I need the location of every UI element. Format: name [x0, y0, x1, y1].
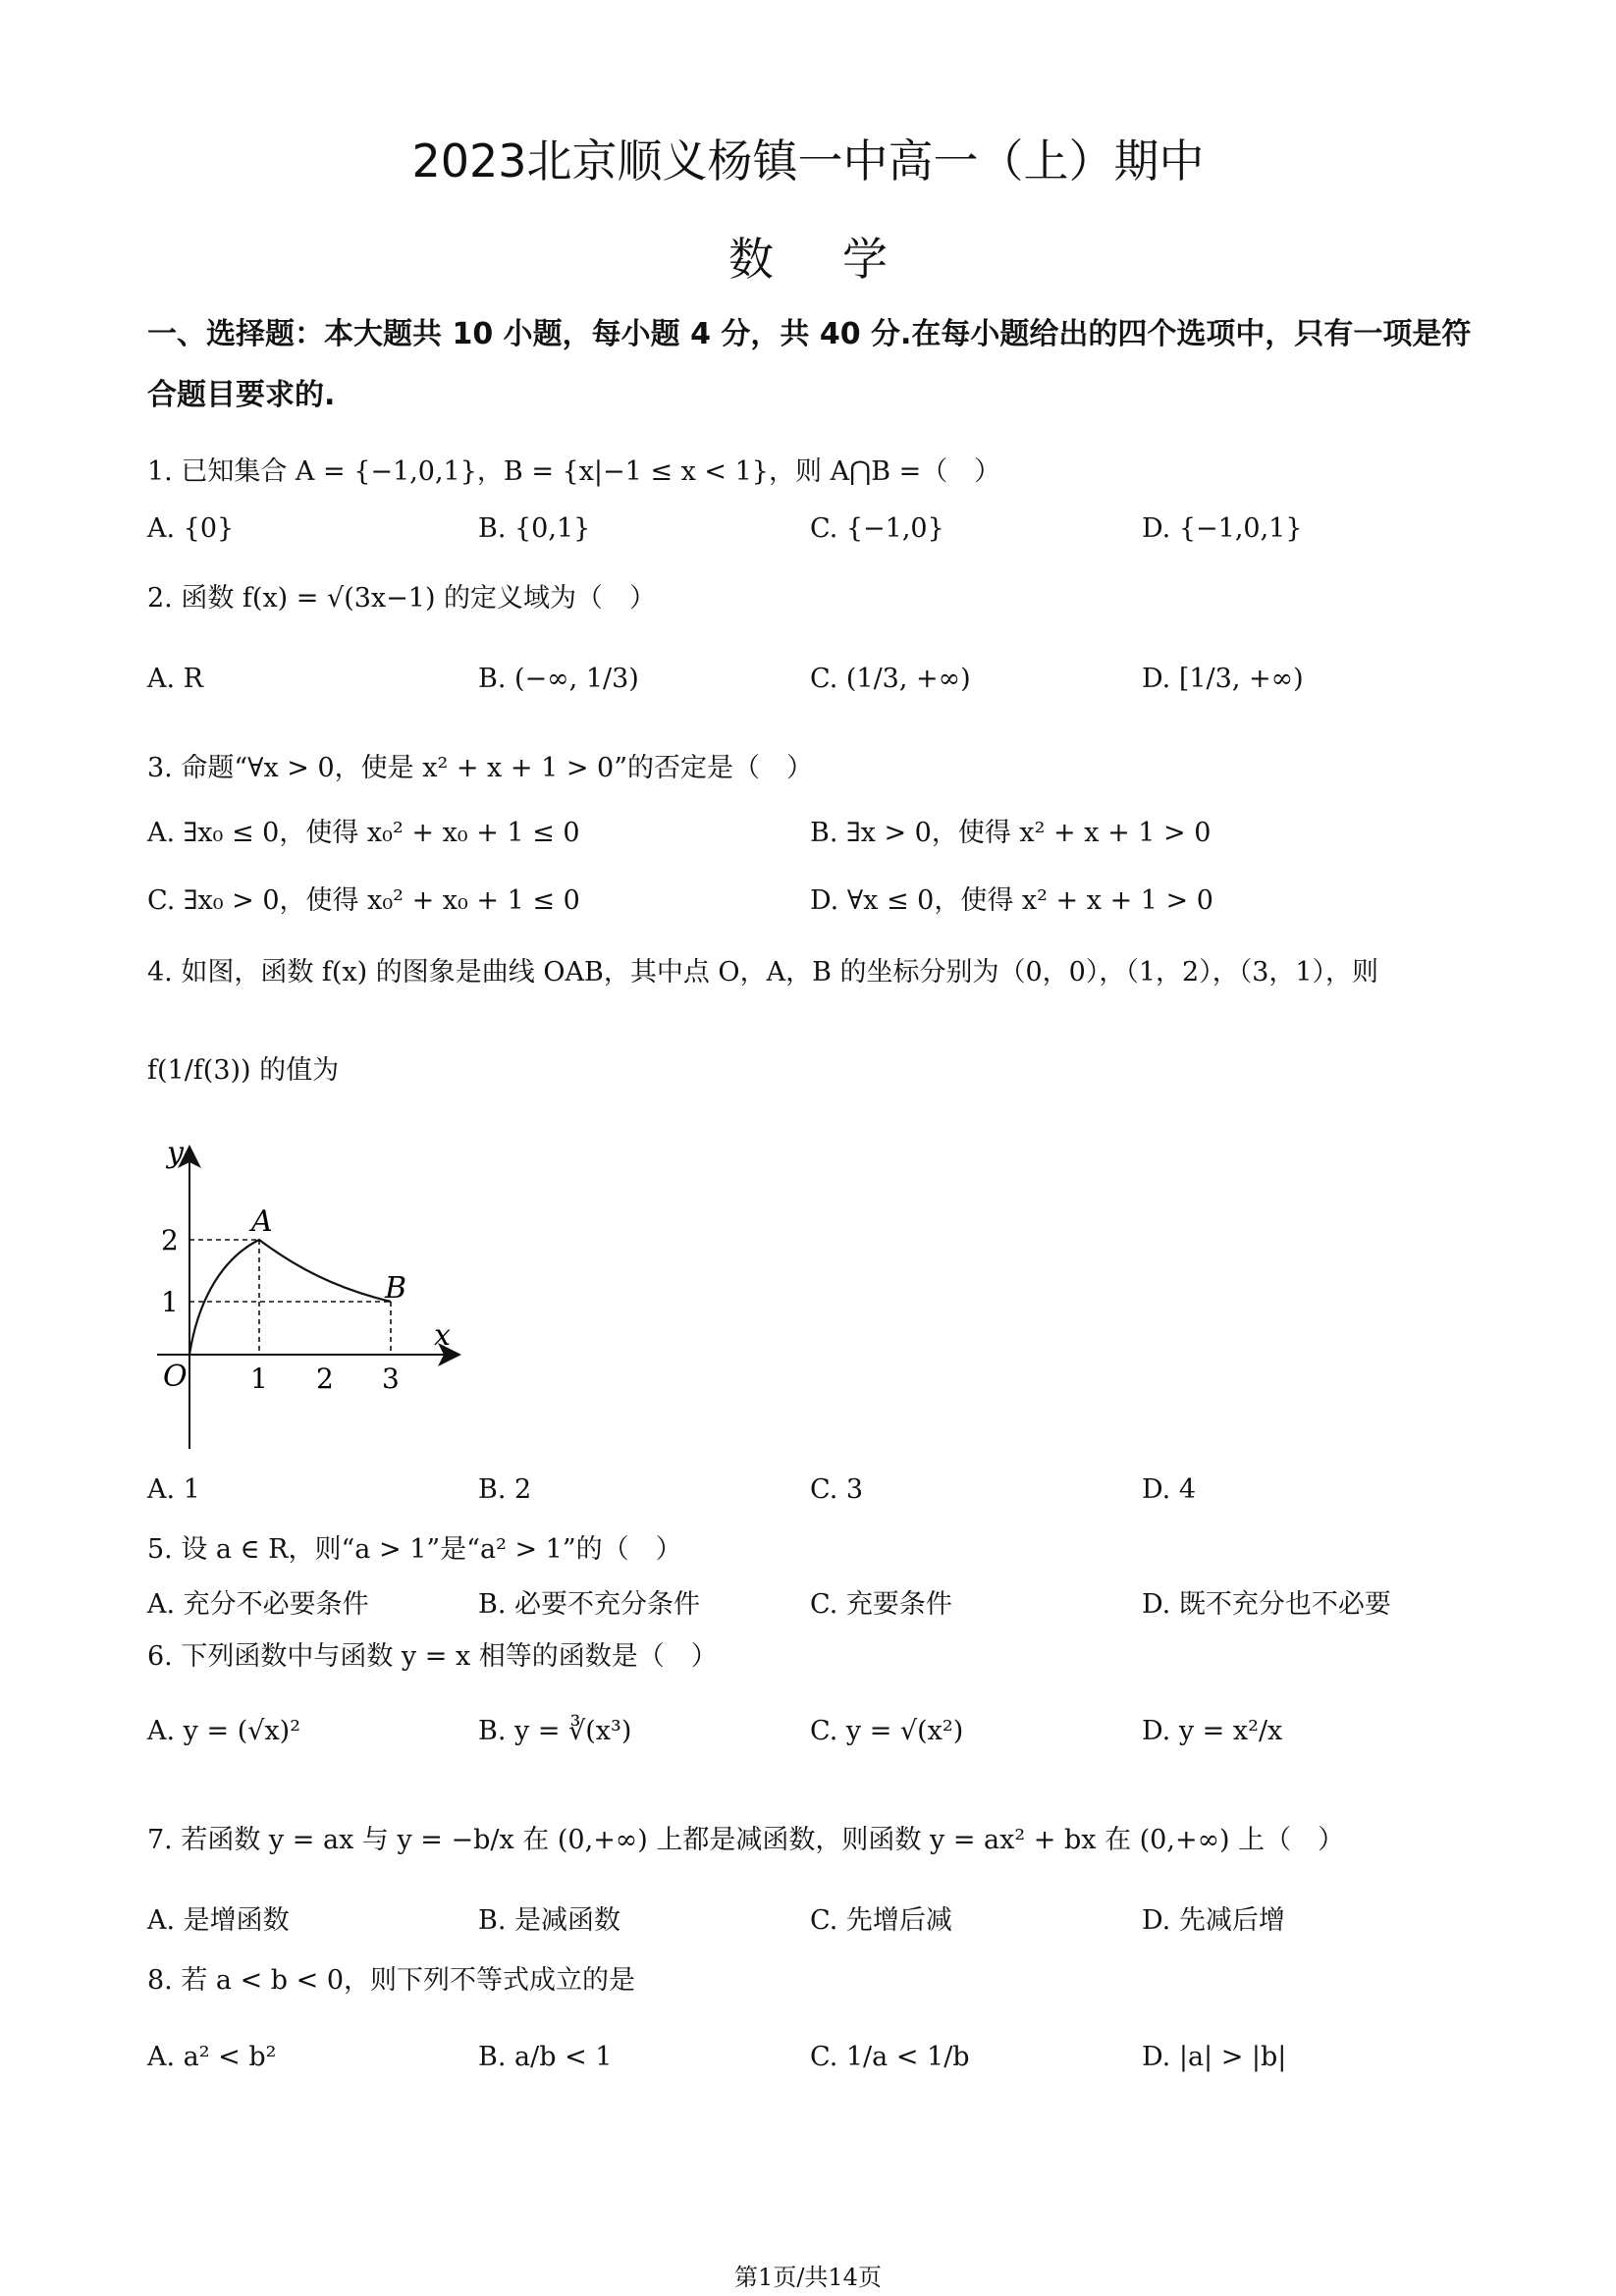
- question-6: 6. 下列函数中与函数 y = x 相等的函数是（ ）: [147, 1641, 718, 1672]
- q4-option-b: B. 2: [478, 1474, 532, 1505]
- q5-option-a: A. 充分不必要条件: [147, 1589, 369, 1620]
- q6-option-c: C. y = √(x²): [810, 1716, 964, 1746]
- q2-option-c: C. (1/3, +∞): [810, 664, 971, 694]
- q5-option-d: D. 既不充分也不必要: [1142, 1589, 1391, 1620]
- q8-option-c: C. 1/a < 1/b: [810, 2042, 970, 2072]
- q8-option-b: B. a/b < 1: [478, 2042, 613, 2072]
- q8-option-a: A. a² < b²: [147, 2042, 277, 2072]
- q2-option-a: A. R: [147, 664, 203, 694]
- subject-title: 数学: [728, 233, 956, 286]
- curve-oab: [189, 1240, 391, 1355]
- q4-option-d: D. 4: [1142, 1474, 1197, 1505]
- x-axis-label: x: [434, 1318, 451, 1353]
- xtick-2: 2: [316, 1362, 334, 1395]
- q8-option-d: D. |a| > |b|: [1142, 2042, 1287, 2072]
- question-8: 8. 若 a < b < 0，则下列不等式成立的是: [147, 1965, 636, 1996]
- q4-option-a: A. 1: [147, 1474, 200, 1505]
- y-axis-label: y: [167, 1136, 184, 1170]
- q6-option-b: B. y = ∛(x³): [478, 1716, 632, 1746]
- q3-option-c: C. ∃x₀ > 0，使得 x₀² + x₀ + 1 ≤ 0: [147, 885, 580, 916]
- question-4-continued: f(1/f(3)) 的值为: [147, 1055, 340, 1086]
- ytick-1: 1: [161, 1286, 179, 1318]
- xtick-3: 3: [382, 1362, 400, 1395]
- q6-option-d: D. y = x²/x: [1142, 1716, 1283, 1746]
- q3-option-d: D. ∀x ≤ 0，使得 x² + x + 1 > 0: [810, 885, 1213, 916]
- question-7: 7. 若函数 y = ax 与 y = −b/x 在 (0,+∞) 上都是减函数，则函数 y = ax² + bx 在 (0,+∞) 上（ ）: [147, 1825, 1345, 1855]
- page-footer: 第1页/共14页: [734, 2264, 882, 2291]
- question-3: 3. 命题“∀x > 0，使是 x² + x + 1 > 0”的否定是（ ）: [147, 753, 814, 783]
- q7-option-d: D. 先减后增: [1142, 1905, 1285, 1936]
- q2-option-b: B. (−∞, 1/3): [478, 664, 639, 694]
- question-1: 1. 已知集合 A = {−1,0,1}，B = {x|−1 ≤ x < 1}，则 A⋂B =（ ）: [147, 456, 1001, 487]
- question-5: 5. 设 a ∈ R，则“a > 1”是“a² > 1”的（ ）: [147, 1534, 682, 1565]
- point-a-label: A: [251, 1204, 273, 1239]
- origin-label: O: [163, 1360, 188, 1394]
- section-heading: 一、选择题：本大题共 10 小题，每小题 4 分，共 40 分.在每小题给出的四个选项中，只有一项是符合题目要求的.: [147, 317, 1472, 412]
- question-4: 4. 如图，函数 f(x) 的图象是曲线 OAB，其中点 O，A，B 的坐标分别为（0，0），（1，2），（3，1），则: [147, 957, 1379, 988]
- q3-option-b: B. ∃x > 0，使得 x² + x + 1 > 0: [810, 818, 1212, 848]
- q5-option-c: C. 充要条件: [810, 1589, 952, 1620]
- q7-option-c: C. 先增后减: [810, 1905, 952, 1936]
- ytick-2: 2: [161, 1224, 179, 1256]
- page-title: 2023北京顺义杨镇一中高一（上）期中: [411, 134, 1205, 187]
- xtick-1: 1: [250, 1362, 268, 1395]
- q3-option-a: A. ∃x₀ ≤ 0，使得 x₀² + x₀ + 1 ≤ 0: [147, 818, 580, 848]
- q2-option-d: D. [1/3, +∞): [1142, 664, 1304, 694]
- function-graph-figure: [137, 1129, 471, 1453]
- q4-option-c: C. 3: [810, 1474, 864, 1505]
- q5-option-b: B. 必要不充分条件: [478, 1589, 701, 1620]
- q6-option-a: A. y = (√x)²: [147, 1716, 301, 1746]
- question-2: 2. 函数 f(x) = √(3x−1) 的定义域为（ ）: [147, 583, 657, 614]
- q1-option-c: C. {−1,0}: [810, 513, 944, 544]
- point-b-label: B: [385, 1271, 407, 1306]
- q1-option-d: D. {−1,0,1}: [1142, 513, 1303, 544]
- q7-option-a: A. 是增函数: [147, 1905, 290, 1936]
- q1-option-a: A. {0}: [147, 513, 235, 544]
- q7-option-b: B. 是减函数: [478, 1905, 621, 1936]
- q1-option-b: B. {0,1}: [478, 513, 591, 544]
